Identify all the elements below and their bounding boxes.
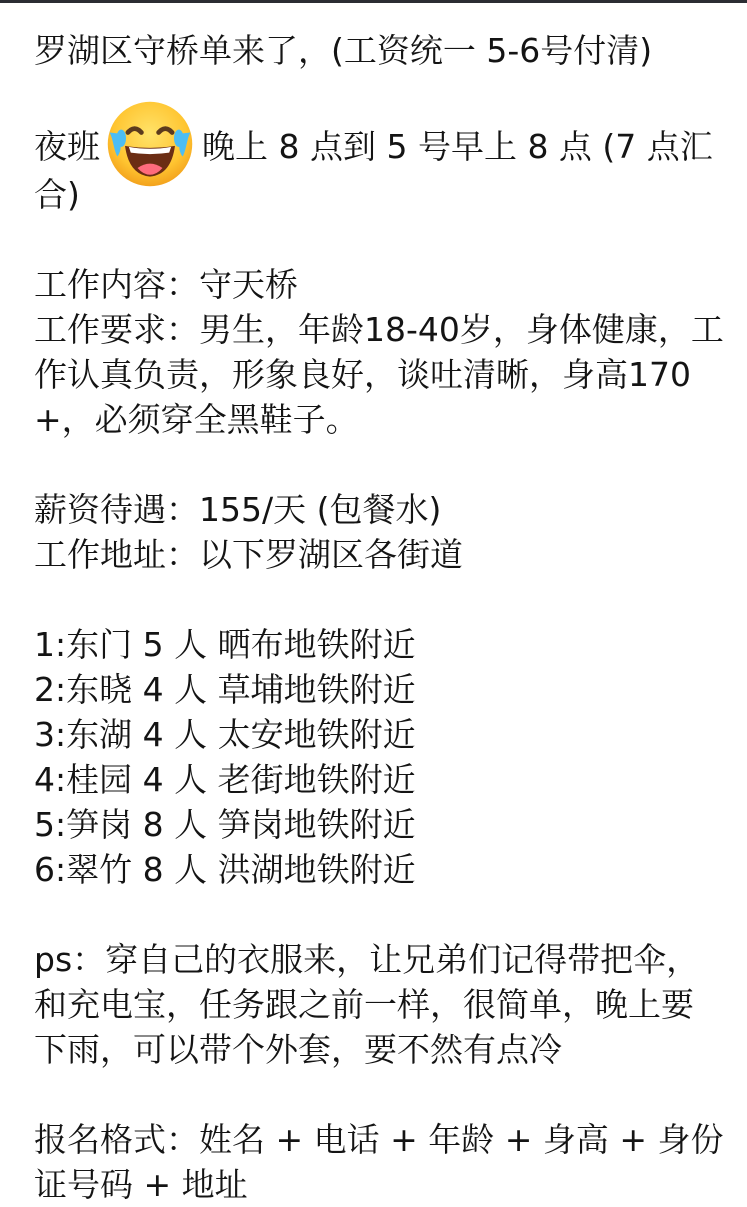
location-item: 6:翠竹 8 人 洪湖地铁附近 xyxy=(34,849,416,889)
location-item: 4:桂园 4 人 老街地铁附近 xyxy=(34,759,416,799)
blank-line xyxy=(34,577,724,622)
shift-suffix-text: 晚上 8 点到 5 号早上 8 点 (7 点汇合) xyxy=(34,127,713,214)
message-body xyxy=(34,28,724,1207)
face-with-tears-of-joy-icon xyxy=(102,96,198,192)
shift-prefix-text: 夜班 xyxy=(34,127,100,166)
blank-line xyxy=(34,217,724,262)
job-content-text: 工作内容：守天桥 xyxy=(34,264,298,304)
top-divider xyxy=(0,0,747,3)
location-item: 5:笋岗 8 人 笋岗地铁附近 xyxy=(34,804,416,844)
address-text: 工作地址：以下罗湖区各街道 xyxy=(34,534,463,574)
salary-text: 薪资待遇：155/天 (包餐水) xyxy=(34,489,442,529)
blank-line xyxy=(34,1072,724,1117)
shift-time-text xyxy=(34,124,724,217)
ps-text: ps：穿自己的衣服来，让兄弟们记得带把伞，和充电宝，任务跟之前一样，很简单，晚上要下雨，可以带个外套，要不然有点冷 xyxy=(34,939,700,1069)
location-item: 3:东湖 4 人 太安地铁附近 xyxy=(34,714,416,754)
headline-text: 罗湖区守桥单来了，(工资统一 5-6号付清) xyxy=(34,31,653,70)
signup-format-text: 报名格式：姓名 + 电话 + 年龄 + 身高 + 身份证号码 + 地址 xyxy=(34,1119,724,1204)
blank-line xyxy=(34,892,724,937)
blank-line xyxy=(34,442,724,487)
location-item: 1:东门 5 人 晒布地铁附近 xyxy=(34,624,416,664)
location-item: 2:东晓 4 人 草埔地铁附近 xyxy=(34,669,416,709)
job-requirements-text: 工作要求：男生，年龄18-40岁，身体健康，工作认真负责，形象良好，谈吐清晰，身高170+，必须穿全黑鞋子。 xyxy=(34,309,724,439)
